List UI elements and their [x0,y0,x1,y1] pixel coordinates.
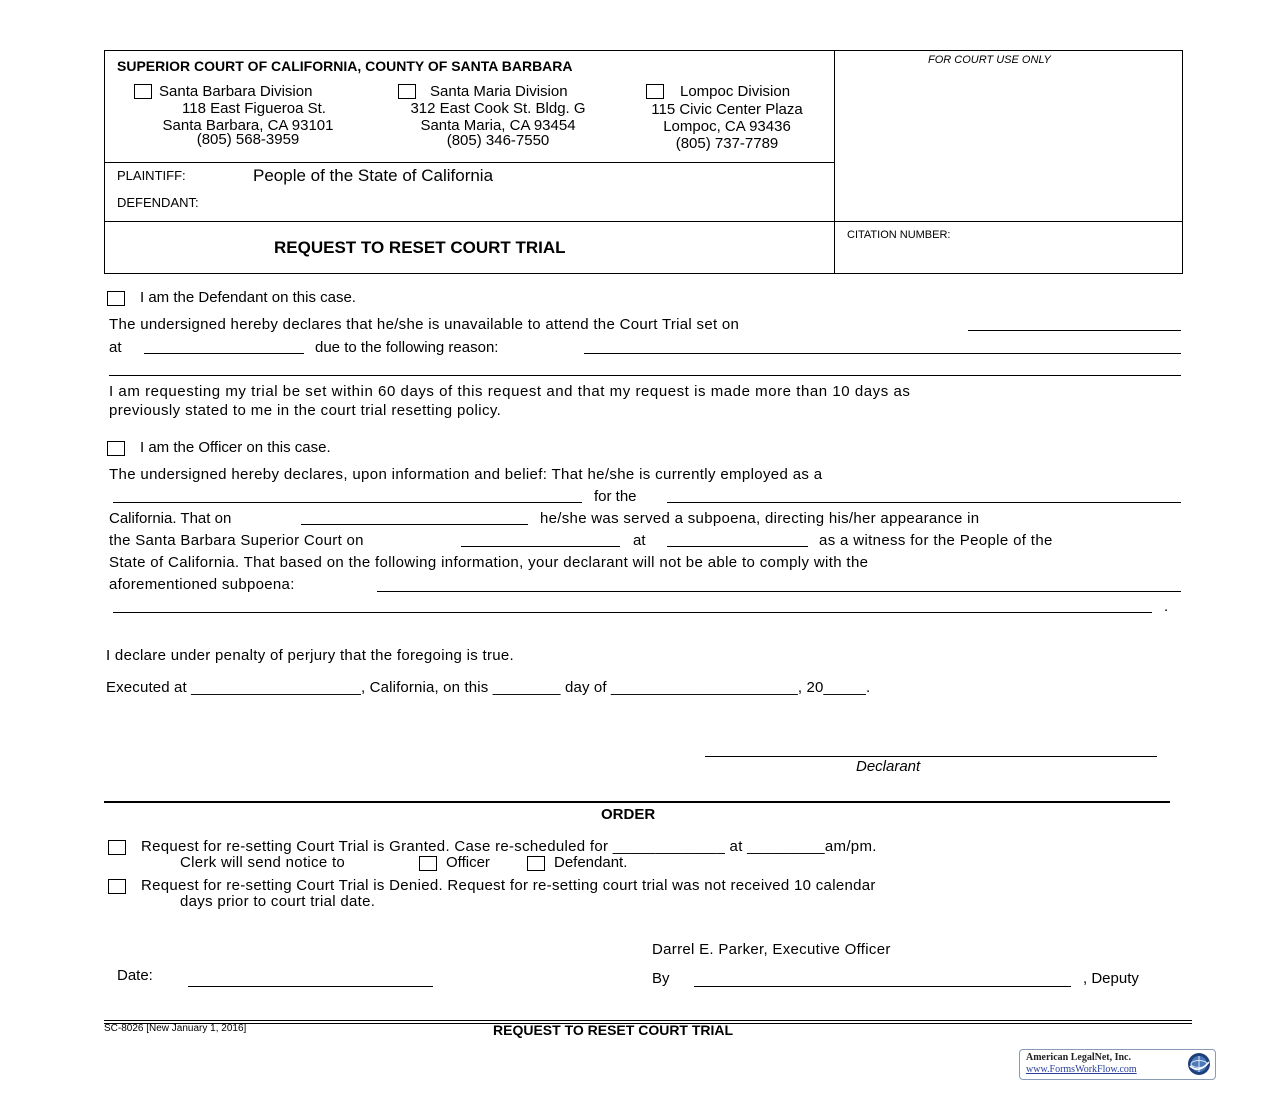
trial-time-field[interactable] [144,353,304,354]
due-to-reason-label: due to the following reason: [315,339,499,356]
subpoena-info-field-2[interactable] [113,612,1152,613]
court-use-label: FOR COURT USE ONLY [928,54,1051,66]
caption-divider-2 [104,221,1182,222]
order-divider [104,801,1170,803]
witness-text: as a witness for the People of the [819,532,1053,549]
agency-field[interactable] [667,502,1181,503]
globe-logo-icon [1187,1052,1211,1076]
executed-at-line[interactable]: Executed at ____________________, California, on this ________ day of ______________________, 20_____. [106,679,871,696]
perjury-statement: I declare under penalty of perjury that the foregoing is true. [106,647,514,664]
denied-text: Request for re-setting Court Trial is Denied. Request for re-setting court trial was not received 10 calendar [141,877,876,894]
officer-checkbox-label: I am the Officer on this case. [140,439,331,456]
subpoena-period: . [1164,598,1169,615]
notice-officer-label: Officer [446,854,490,871]
clerk-notice-label: Clerk will send notice to [180,854,346,871]
granted-checkbox[interactable] [108,840,126,855]
notice-defendant-label: Defendant. [554,854,628,871]
california-that-on-label: California. That on [109,510,232,527]
aforementioned-subpoena-label: aforementioned subpoena: [109,576,295,593]
form-number: SC-8026 [New January 1, 2016] [104,1023,247,1034]
lompoc-address: 115 Civic Center Plaza [651,101,803,118]
appearance-time-field[interactable] [667,546,808,547]
citation-number-label: CITATION NUMBER: [847,229,951,241]
notice-officer-checkbox[interactable] [419,856,437,871]
served-subpoena-text: he/she was served a subpoena, directing his/her appearance in [540,510,980,527]
defendant-checkbox[interactable] [107,291,125,306]
santa-barbara-address: 118 East Figueroa St. [182,100,326,117]
deputy-signature-field[interactable] [694,986,1071,987]
notice-defendant-checkbox[interactable] [527,856,545,871]
santa-barbara-division-checkbox[interactable] [134,84,152,99]
declarant-signature-field[interactable] [705,756,1157,757]
santa-barbara-phone: (805) 568-3959 [196,131,300,148]
order-title: ORDER [601,806,656,823]
by-label: By [652,970,670,987]
officer-at-label: at [633,532,646,549]
appearance-date-field[interactable] [461,546,620,547]
lompoc-phone: (805) 737-7789 [675,135,779,152]
vendor-badge[interactable] [1019,1049,1216,1080]
denied-text-line2: days prior to court trial date. [180,893,376,910]
santa-maria-division-checkbox[interactable] [398,84,416,99]
defendant-declaration-text: The undersigned hereby declares that he/she is unavailable to attend the Court Trial set on [109,316,740,333]
date-label: Date: [117,967,153,984]
deputy-label: , Deputy [1083,970,1139,987]
defendant-checkbox-label: I am the Defendant on this case. [140,289,356,306]
subpoena-info-field-1[interactable] [377,591,1181,592]
served-date-field[interactable] [301,524,528,525]
santa-maria-division-name: Santa Maria Division [430,83,568,100]
lompoc-division-checkbox[interactable] [646,84,664,99]
caption-divider-1 [104,162,835,163]
plaintiff-label: PLAINTIFF: [117,168,186,183]
vendor-name: American LegalNet, Inc. [1026,1052,1131,1063]
form-title: REQUEST TO RESET COURT TRIAL [274,238,566,257]
santa-maria-address: 312 East Cook St. Bldg. G [410,100,586,117]
santa-barbara-division-name: Santa Barbara Division [159,83,313,100]
santa-maria-city: Santa Maria, CA 93454 [420,117,576,134]
order-date-field[interactable] [188,986,433,987]
santa-barbara-city: Santa Barbara, CA 93101 [162,117,334,134]
employed-as-field[interactable] [113,502,582,503]
defendant-label: DEFENDANT: [117,195,199,210]
trial-date-field[interactable] [968,330,1181,331]
state-of-california-text: State of California. That based on the following information, your declarant will not be able to comply with the [109,554,869,571]
court-title: SUPERIOR COURT OF CALIFORNIA, COUNTY OF SANTA BARBARA [117,58,573,74]
granted-text: Request for re-setting Court Trial is Granted. Case re-scheduled for _____________ at _________am/pm. [141,838,877,855]
officer-checkbox[interactable] [107,441,125,456]
denied-checkbox[interactable] [108,879,126,894]
footer-rule-1 [104,1020,1192,1021]
reason-field-1[interactable] [584,353,1181,354]
vendor-url[interactable]: www.FormsWorkFlow.com [1026,1064,1137,1075]
officer-declaration-text: The undersigned hereby declares, upon information and belief: That he/she is currently employed as a [109,466,823,483]
plaintiff-value[interactable]: People of the State of California [253,166,494,185]
court-on-label: the Santa Barbara Superior Court on [109,532,364,549]
footer-form-title: REQUEST TO RESET COURT TRIAL [493,1022,734,1038]
santa-maria-phone: (805) 346-7550 [446,132,550,149]
for-the-label: for the [594,488,637,505]
request-text-line1: I am requesting my trial be set within 60 days of this request and that my request is made more than 10 days as [109,383,911,400]
declarant-label: Declarant [856,758,921,775]
at-label: at [109,339,122,356]
executive-officer-name: Darrel E. Parker, Executive Officer [652,941,891,958]
lompoc-city: Lompoc, CA 93436 [663,118,791,135]
request-text-line2: previously stated to me in the court trial resetting policy. [109,402,502,419]
reason-field-2[interactable] [109,375,1181,376]
lompoc-division-name: Lompoc Division [680,83,791,100]
